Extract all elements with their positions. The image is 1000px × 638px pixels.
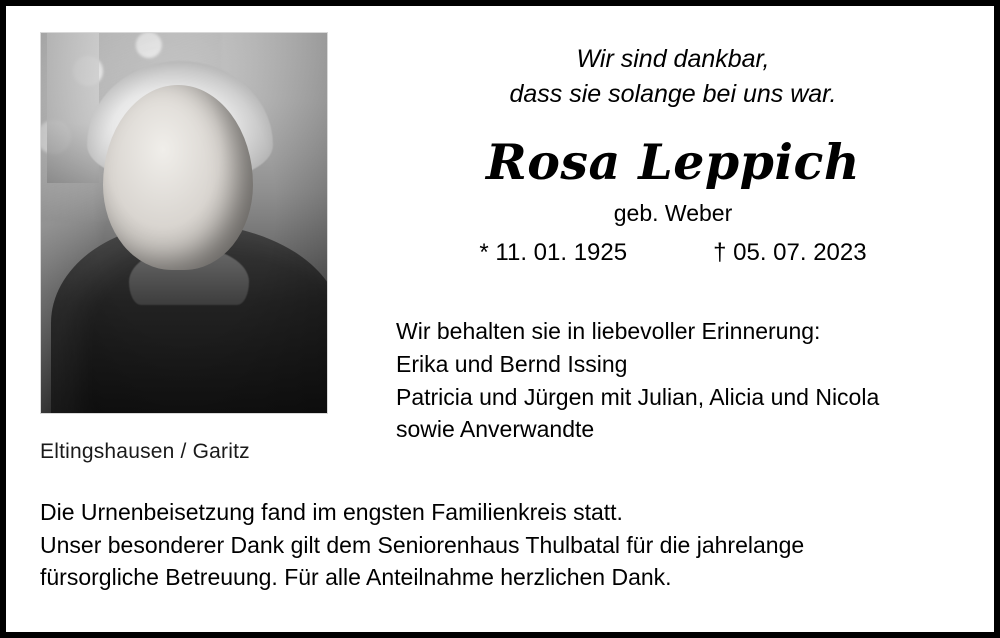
intro-line-1: Wir sind dankbar,	[576, 45, 770, 73]
intro-text	[386, 42, 960, 111]
birth-date: * 11. 01. 1925	[479, 239, 628, 267]
closing-line-3: fürsorgliche Betreuung. Für alle Anteilnahme herzlichen Dank.	[40, 564, 672, 591]
intro-line-2: dass sie solange bei uns war.	[509, 79, 837, 108]
text-column	[340, 32, 960, 446]
portrait-photo	[40, 32, 328, 414]
photo-vignette	[41, 33, 327, 413]
place-label: Eltingshausen / Garitz	[40, 440, 250, 463]
photo-column	[40, 32, 340, 464]
life-dates	[386, 239, 960, 267]
notice-inner	[6, 6, 994, 632]
upper-section	[40, 32, 960, 464]
remembrance-line-4: sowie Anverwandte	[396, 416, 595, 443]
remembrance-block	[386, 315, 960, 446]
death-date: † 05. 07. 2023	[713, 239, 867, 267]
maiden-name: geb. Weber	[613, 200, 733, 227]
remembrance-line-2: Erika und Bernd Issing	[396, 351, 628, 378]
closing-block	[40, 496, 960, 594]
closing-line-2: Unser besonderer Dank gilt dem Seniorenhaus Thulbatal für die jahrelange	[40, 531, 805, 558]
remembrance-line-3: Patricia und Jürgen mit Julian, Alicia und Nicola	[396, 383, 880, 410]
deceased-name: Rosa Leppich	[485, 133, 861, 191]
remembrance-line-1: Wir behalten sie in liebevoller Erinnerung:	[396, 318, 821, 345]
closing-line-1: Die Urnenbeisetzung fand im engsten Familienkreis statt.	[40, 499, 623, 525]
